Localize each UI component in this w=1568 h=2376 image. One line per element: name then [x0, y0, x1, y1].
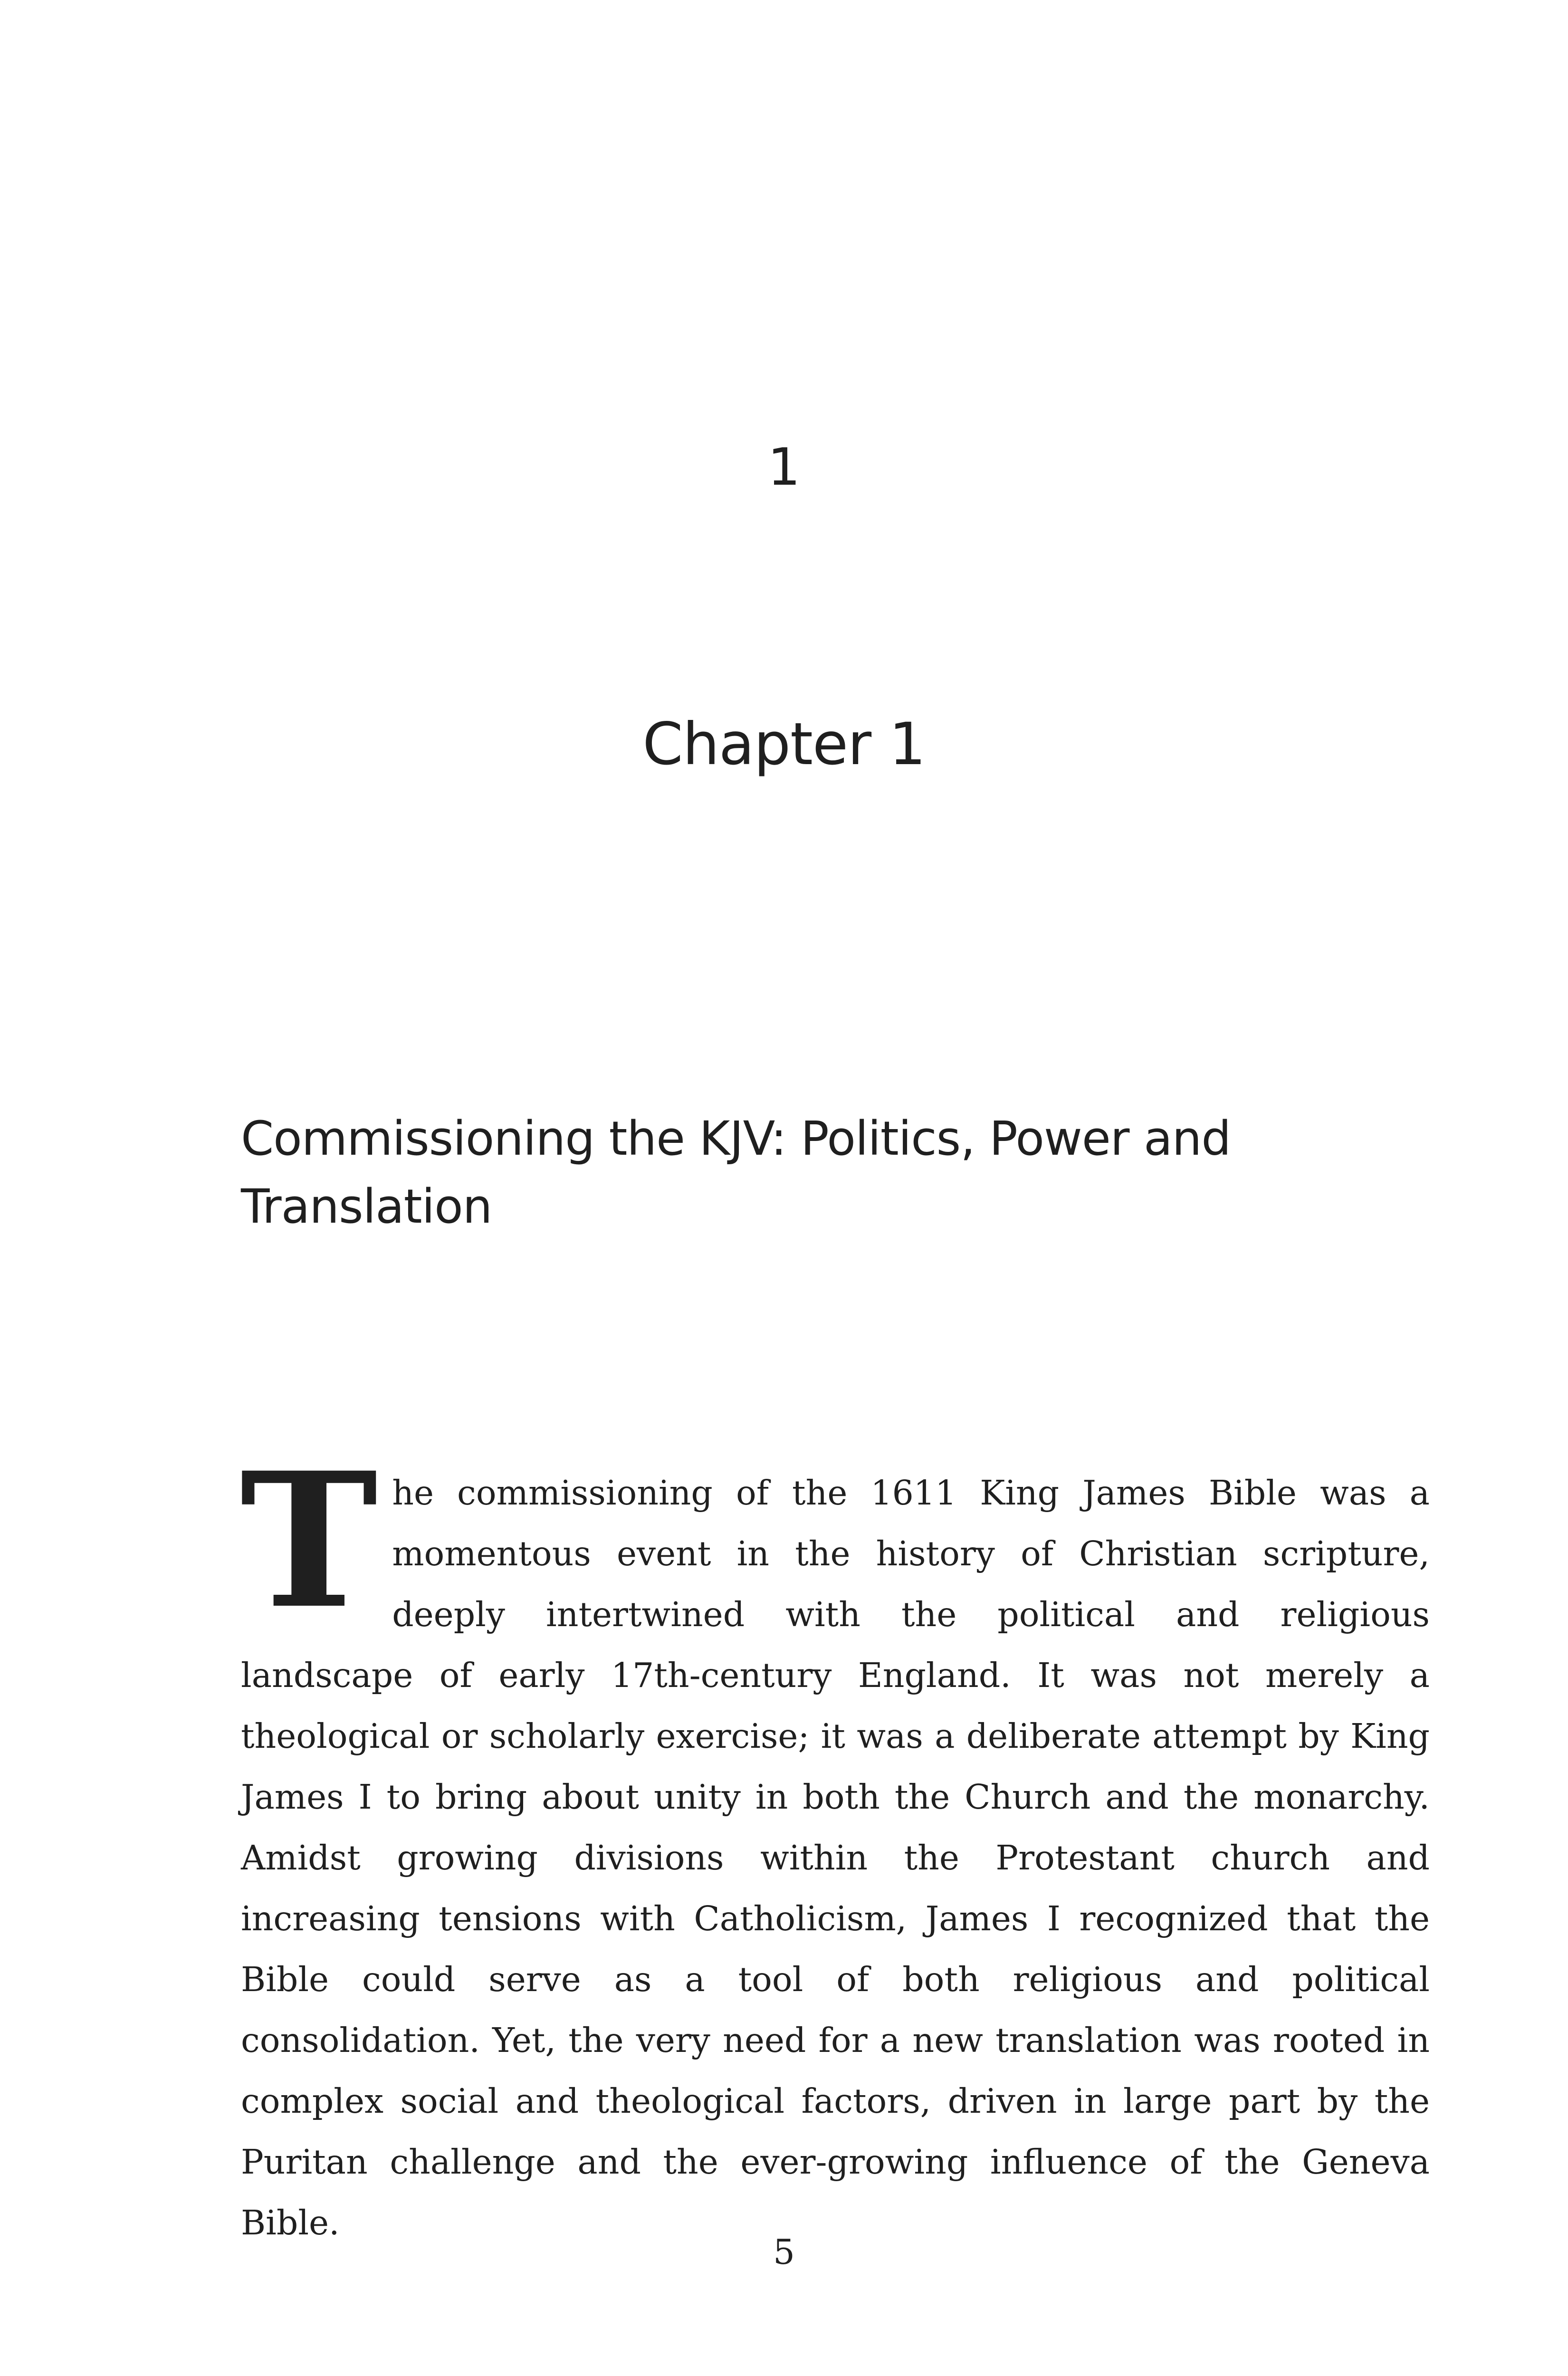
page-number: 5 — [773, 2232, 795, 2272]
body-paragraph — [240, 1432, 1430, 2253]
drop-cap: T — [240, 1432, 378, 1649]
paragraph-text: he commissioning of the 1611 King James Bible was a momentous event in the history of Christian scripture, deeply intertwined with the political and religious landscape of early 17th-century England. It was not merely a theological or scholarly exercise; it was a deliberate attempt by King James I to bring about unity in both the Church and the monarchy. Amidst growing divisions within the Protestant church and increasing tensions with Catholicism, James I recognized that the Bible could serve as a tool of both religious and political consolidation. Yet, the very need for a new translation was rooted in complex social and theological factors, driven in large part by the Puritan challenge and the ever-growing influence of the Geneva Bible. — [241, 1473, 1430, 2242]
chapter-number: 1 — [767, 438, 801, 497]
chapter-title: Commissioning the KJV: Politics, Power and Translation — [241, 1111, 1231, 1234]
chapter-heading: Chapter 1 — [642, 710, 926, 778]
